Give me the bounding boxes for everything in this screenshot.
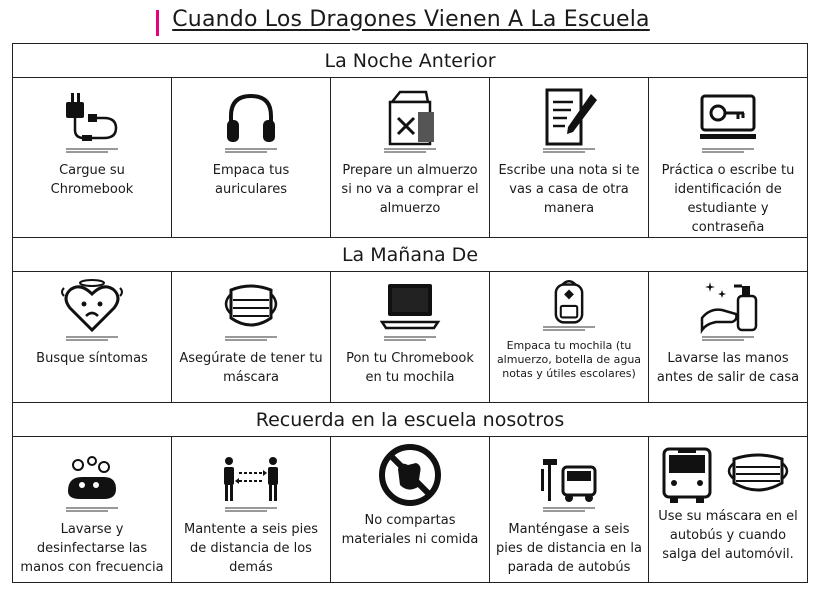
item-no-sharing	[331, 437, 490, 583]
icon-credit	[66, 336, 118, 345]
social-distance-icon	[219, 455, 283, 505]
item-bring-mask	[172, 272, 331, 403]
item-label: Lavarse y desinfectarse las manos con frecuencia	[20, 522, 164, 575]
sick-heart-icon	[60, 278, 124, 334]
item-six-feet-distance	[172, 437, 331, 583]
item-write-note	[490, 78, 649, 238]
icon-credit	[225, 148, 277, 157]
item-charge-chromebook	[13, 78, 172, 238]
charger-icon	[60, 88, 124, 146]
item-label: Práctica o escribe tu identificación de estudiante y contraseña	[661, 163, 795, 235]
icon-credit	[702, 148, 754, 157]
section-header-morning-of: La Mañana De	[13, 238, 808, 272]
headphones-icon	[219, 88, 283, 146]
item-pack-headphones	[172, 78, 331, 238]
item-label: Escribe una nota si te vas a casa de otra manera	[498, 163, 640, 216]
section-header-at-school: Recuerda en la escuela nosotros	[13, 403, 808, 437]
item-label: Pon tu Chromebook en tu mochila	[346, 351, 474, 385]
id-card-key-icon	[696, 88, 760, 146]
item-pack-backpack	[490, 272, 649, 403]
item-chromebook-in-backpack	[331, 272, 490, 403]
section-header-night-before: La Noche Anterior	[13, 44, 808, 78]
icon-credit	[384, 148, 436, 157]
item-wash-sanitize-hands	[13, 437, 172, 583]
item-label: Busque síntomas	[36, 351, 148, 366]
lunch-bag-icon	[378, 88, 442, 146]
item-label: Manténgase a seis pies de distancia en la parada de autobús	[496, 522, 642, 575]
icon-credit	[543, 326, 595, 335]
item-label: Empaca tu mochila (tu almuerzo, botella de agua notas y útiles escolares)	[496, 339, 642, 380]
item-wash-hands-home	[649, 272, 808, 403]
item-check-symptoms	[13, 272, 172, 403]
icon-credit	[225, 507, 277, 516]
item-label: No compartas materiales ni comida	[341, 513, 479, 547]
face-mask-icon	[219, 278, 283, 334]
icon-credit	[543, 507, 595, 516]
icon-credit	[543, 148, 595, 157]
no-sharing-icon	[378, 443, 442, 507]
laptop-icon	[378, 278, 442, 334]
item-mask-on-bus	[649, 437, 808, 583]
item-prepare-lunch	[331, 78, 490, 238]
hand-wash-icon	[60, 455, 124, 505]
icon-credit	[384, 336, 436, 345]
item-label: Lavarse las manos antes de salir de casa	[656, 351, 800, 385]
item-practice-id	[649, 78, 808, 238]
icon-credit	[66, 148, 118, 157]
item-label: Cargue su Chromebook	[50, 163, 134, 197]
bus-and-mask-icon	[658, 445, 798, 503]
item-label: Empaca tus auriculares	[212, 163, 290, 197]
item-label: Mantente a seis pies de distancia de los demás	[183, 522, 318, 575]
icon-credit	[66, 507, 118, 516]
note-pencil-icon	[537, 88, 601, 146]
icon-credit	[702, 336, 754, 345]
item-bus-stop-distance	[490, 437, 649, 583]
item-label: Prepare un almuerzo si no va a comprar el almuerzo	[341, 163, 479, 216]
item-label: Use su máscara en el autobús y cuando salga del automóvil.	[658, 509, 798, 562]
icon-credit	[225, 336, 277, 345]
page-title: Cuando Los Dragones Vienen A La Escuela	[172, 7, 650, 32]
item-label: Asegúrate de tener tu máscara	[179, 351, 323, 385]
checklist-table	[12, 43, 808, 583]
bus-stop-icon	[537, 455, 601, 505]
backpack-icon	[537, 278, 601, 324]
hand-sanitizer-icon	[696, 278, 760, 334]
